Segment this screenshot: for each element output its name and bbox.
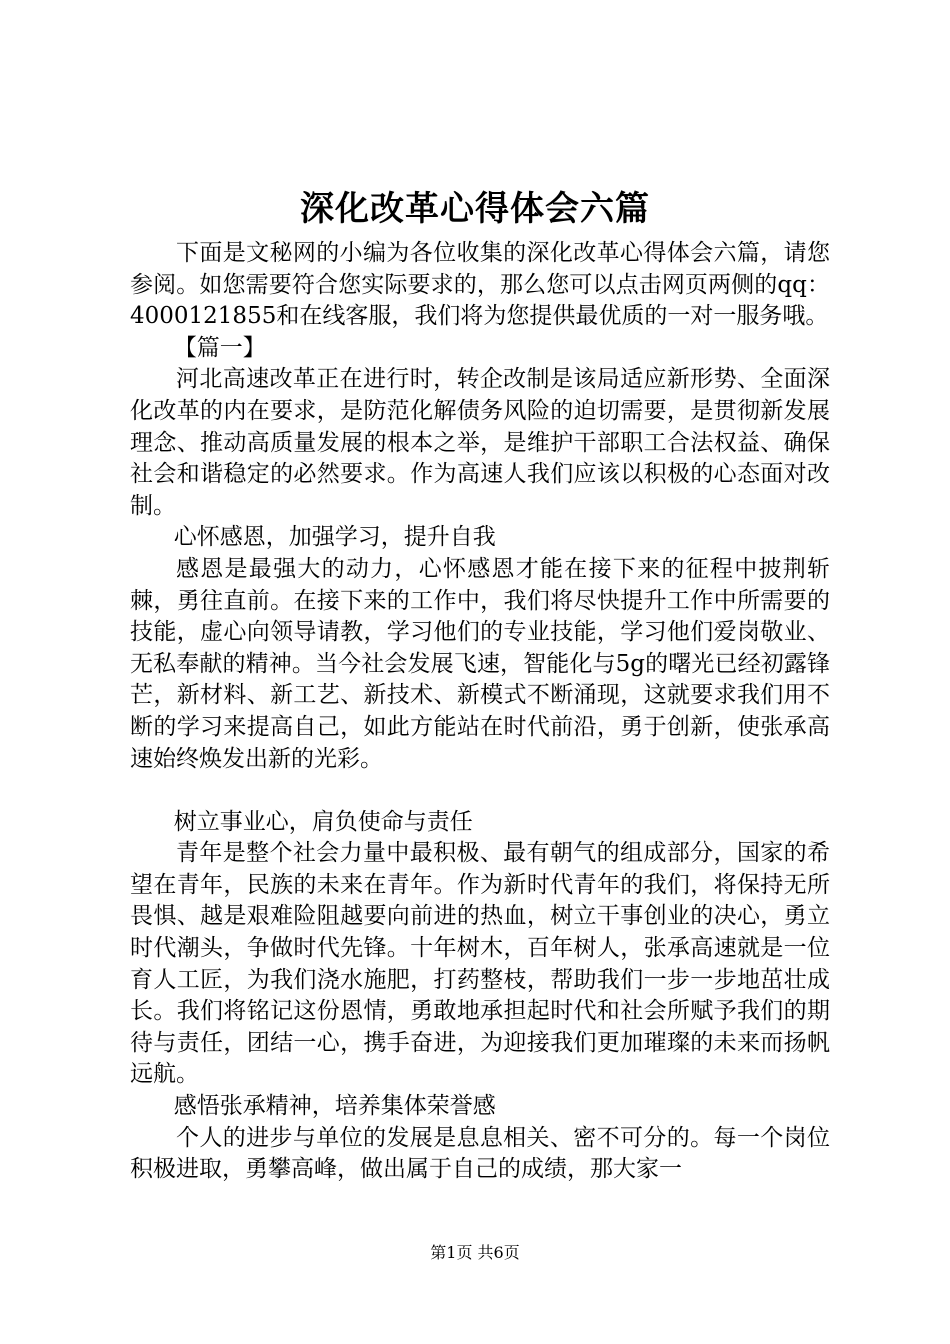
body-paragraph: 青年是整个社会力量中最积极、最有朝气的组成部分，国家的希望在青年，民族的未来在青年。作为新时代青年的我们，将保持无所畏惧、越是艰难险阻越要向前进的热血，树立干事创业的决心，勇立时代潮头，争做时代先锋。十年树木，百年树人，张承高速就是一位育人工匠，为我们浇水施肥，打药整枝，帮助我们一步一步地茁壮成长。我们将铭记这份恩情，勇敢地承担起时代和社会所赋予我们的期待与责任，团结一心，携手奋进，为迎接我们更加璀璨的未来而扬帆远航。 bbox=[130, 840, 830, 1088]
section-label: 【篇一】 bbox=[173, 334, 266, 361]
page-number-footer: 第1页 共6页 bbox=[430, 1243, 520, 1262]
body-paragraph: 感恩是最强大的动力，心怀感恩才能在接下来的征程中披荆斩棘，勇往直前。在接下来的工作中，我们将尽快提升工作中所需要的技能，虚心向领导请教，学习他们的专业技能，学习他们爱岗敬业、无私奉献的精神。当今社会发展飞速，智能化与5g的曙光已经初露锋芒，新材料、新工艺、新技术、新模式不断涌现，这就要求我们用不断的学习来提高自己，如此方能站在时代前沿，勇于创新，使张承高速始终焕发出新的光彩。 bbox=[130, 555, 830, 772]
document-title: 深化改革心得体会六篇 bbox=[300, 189, 650, 229]
document-body bbox=[130, 238, 830, 1186]
body-paragraph: 个人的进步与单位的发展是息息相关、密不可分的。每一个岗位积极进取，勇攀高峰，做出属于自己的成绩，那大家一 bbox=[130, 1124, 830, 1183]
subheading: 树立事业心，肩负使命与责任 bbox=[173, 808, 473, 835]
body-paragraph: 河北高速改革正在进行时，转企改制是该局适应新形势、全面深化改革的内在要求，是防范化解债务风险的迫切需要，是贯彻新发展理念、推动高质量发展的根本之举，是维护干部职工合法权益、确保社会和谐稳定的必然要求。作为高速人我们应该以积极的心态面对改制。 bbox=[130, 366, 830, 519]
subheading: 心怀感恩，加强学习，提升自我 bbox=[173, 524, 496, 551]
blank-line bbox=[130, 775, 830, 807]
intro-paragraph: 下面是文秘网的小编为各位收集的深化改革心得体会六篇，请您参阅。如您需要符合您实际要求的，那么您可以点击网页两侧的qq：4000121855和在线客服，我们将为您提供最优质的一对一服务哦。 bbox=[130, 240, 830, 330]
subheading: 感悟张承精神，培养集体荣誉感 bbox=[173, 1093, 496, 1120]
